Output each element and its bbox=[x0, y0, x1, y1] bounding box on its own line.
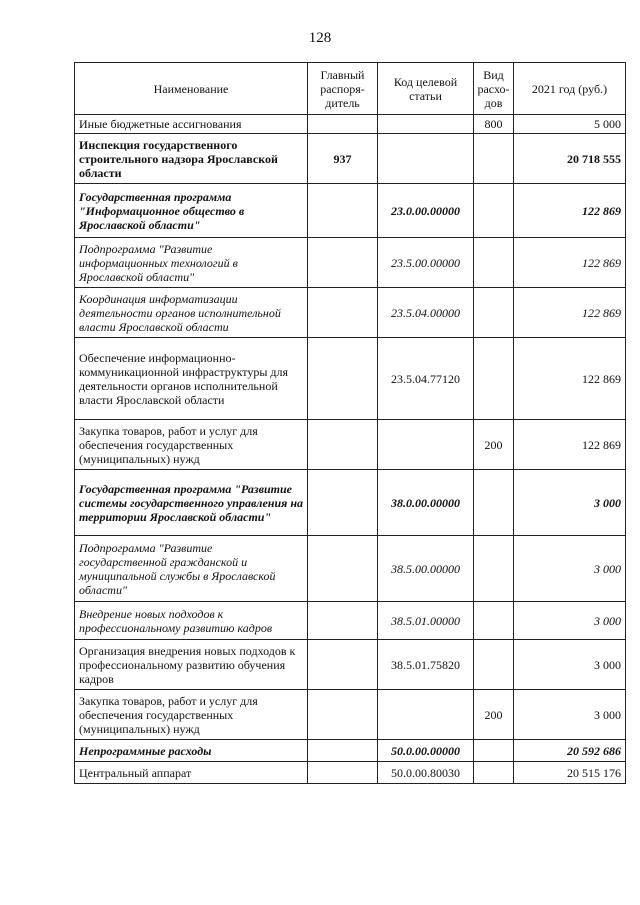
cell-amount: 3 000 bbox=[514, 536, 626, 602]
cell-target-code: 50.0.00.80030 bbox=[378, 762, 474, 784]
cell-main-manager bbox=[308, 288, 378, 338]
budget-table bbox=[74, 62, 626, 784]
cell-expense-type bbox=[474, 238, 514, 288]
cell-expense-type bbox=[474, 762, 514, 784]
cell-amount: 20 515 176 bbox=[514, 762, 626, 784]
cell-expense-type bbox=[474, 740, 514, 762]
cell-name: Подпрограмма "Развитие государственной гражданской и муниципальной службы в Ярославской области" bbox=[75, 536, 308, 602]
cell-name: Иные бюджетные ассигнования bbox=[75, 115, 308, 134]
cell-target-code: 23.0.00.00000 bbox=[378, 184, 474, 238]
cell-main-manager bbox=[308, 338, 378, 420]
header-name: Наименование bbox=[75, 63, 308, 115]
cell-target-code: 38.0.00.00000 bbox=[378, 470, 474, 536]
cell-target-code: 38.5.01.00000 bbox=[378, 602, 474, 640]
table-row bbox=[75, 134, 626, 184]
cell-main-manager bbox=[308, 420, 378, 470]
table-row bbox=[75, 420, 626, 470]
cell-expense-type: 200 bbox=[474, 690, 514, 740]
cell-target-code bbox=[378, 115, 474, 134]
cell-target-code: 38.5.01.75820 bbox=[378, 640, 474, 690]
cell-expense-type bbox=[474, 640, 514, 690]
cell-amount: 3 000 bbox=[514, 470, 626, 536]
cell-main-manager bbox=[308, 740, 378, 762]
header-target-code: Код целевой статьи bbox=[378, 63, 474, 115]
cell-name: Организация внедрения новых подходов к профессиональному развитию обучения кадров bbox=[75, 640, 308, 690]
cell-name: Закупка товаров, работ и услуг для обеспечения государственных (муниципальных) нужд bbox=[75, 420, 308, 470]
cell-amount: 3 000 bbox=[514, 690, 626, 740]
table-row bbox=[75, 762, 626, 784]
cell-expense-type bbox=[474, 184, 514, 238]
cell-name: Непрограммные расходы bbox=[75, 740, 308, 762]
cell-amount: 20 592 686 bbox=[514, 740, 626, 762]
cell-main-manager bbox=[308, 470, 378, 536]
cell-name: Инспекция государственного строительного надзора Ярославской области bbox=[75, 134, 308, 184]
cell-amount: 20 718 555 bbox=[514, 134, 626, 184]
cell-target-code: 23.5.04.00000 bbox=[378, 288, 474, 338]
table-row bbox=[75, 470, 626, 536]
cell-amount: 122 869 bbox=[514, 420, 626, 470]
cell-amount: 122 869 bbox=[514, 238, 626, 288]
cell-amount: 122 869 bbox=[514, 288, 626, 338]
cell-main-manager bbox=[308, 762, 378, 784]
cell-expense-type bbox=[474, 288, 514, 338]
table-row bbox=[75, 640, 626, 690]
header-main-manager: Главный распоря-дитель bbox=[308, 63, 378, 115]
cell-expense-type bbox=[474, 470, 514, 536]
header-expense-type: Вид расхо-дов bbox=[474, 63, 514, 115]
table-row bbox=[75, 690, 626, 740]
cell-amount: 5 000 bbox=[514, 115, 626, 134]
cell-name: Обеспечение информационно-коммуникационной инфраструктуры для деятельности органов исполнительной власти Ярославской области bbox=[75, 338, 308, 420]
cell-target-code: 50.0.00.00000 bbox=[378, 740, 474, 762]
cell-name: Закупка товаров, работ и услуг для обеспечения государственных (муниципальных) нужд bbox=[75, 690, 308, 740]
cell-main-manager bbox=[308, 690, 378, 740]
table-row bbox=[75, 238, 626, 288]
table-row bbox=[75, 184, 626, 238]
cell-amount: 122 869 bbox=[514, 338, 626, 420]
cell-target-code: 23.5.00.00000 bbox=[378, 238, 474, 288]
cell-target-code bbox=[378, 420, 474, 470]
cell-target-code: 23.5.04.77120 bbox=[378, 338, 474, 420]
cell-name: Внедрение новых подходов к профессиональному развитию кадров bbox=[75, 602, 308, 640]
cell-expense-type: 200 bbox=[474, 420, 514, 470]
cell-amount: 3 000 bbox=[514, 640, 626, 690]
table-row bbox=[75, 115, 626, 134]
cell-main-manager bbox=[308, 184, 378, 238]
cell-name: Координация информатизации деятельности органов исполнительной власти Ярославской области bbox=[75, 288, 308, 338]
table-row bbox=[75, 536, 626, 602]
cell-target-code bbox=[378, 690, 474, 740]
cell-amount: 3 000 bbox=[514, 602, 626, 640]
table-row bbox=[75, 288, 626, 338]
cell-expense-type bbox=[474, 536, 514, 602]
cell-main-manager bbox=[308, 602, 378, 640]
cell-name: Государственная программа "Развитие системы государственного управления на территории Ярославской области" bbox=[75, 470, 308, 536]
cell-name: Подпрограмма "Развитие информационных технологий в Ярославской области" bbox=[75, 238, 308, 288]
table-header-row bbox=[75, 63, 626, 115]
cell-main-manager bbox=[308, 536, 378, 602]
table-row bbox=[75, 602, 626, 640]
cell-name: Государственная программа "Информационное общество в Ярославской области" bbox=[75, 184, 308, 238]
cell-expense-type bbox=[474, 338, 514, 420]
cell-expense-type bbox=[474, 134, 514, 184]
table-row bbox=[75, 740, 626, 762]
cell-expense-type: 800 bbox=[474, 115, 514, 134]
cell-amount: 122 869 bbox=[514, 184, 626, 238]
cell-name: Центральный аппарат bbox=[75, 762, 308, 784]
page-number: 128 bbox=[308, 30, 332, 46]
cell-target-code bbox=[378, 134, 474, 184]
table-row bbox=[75, 338, 626, 420]
cell-main-manager bbox=[308, 640, 378, 690]
cell-expense-type bbox=[474, 602, 514, 640]
cell-main-manager: 937 bbox=[308, 134, 378, 184]
cell-main-manager bbox=[308, 238, 378, 288]
header-year-amount: 2021 год (руб.) bbox=[514, 63, 626, 115]
cell-target-code: 38.5.00.00000 bbox=[378, 536, 474, 602]
cell-main-manager bbox=[308, 115, 378, 134]
